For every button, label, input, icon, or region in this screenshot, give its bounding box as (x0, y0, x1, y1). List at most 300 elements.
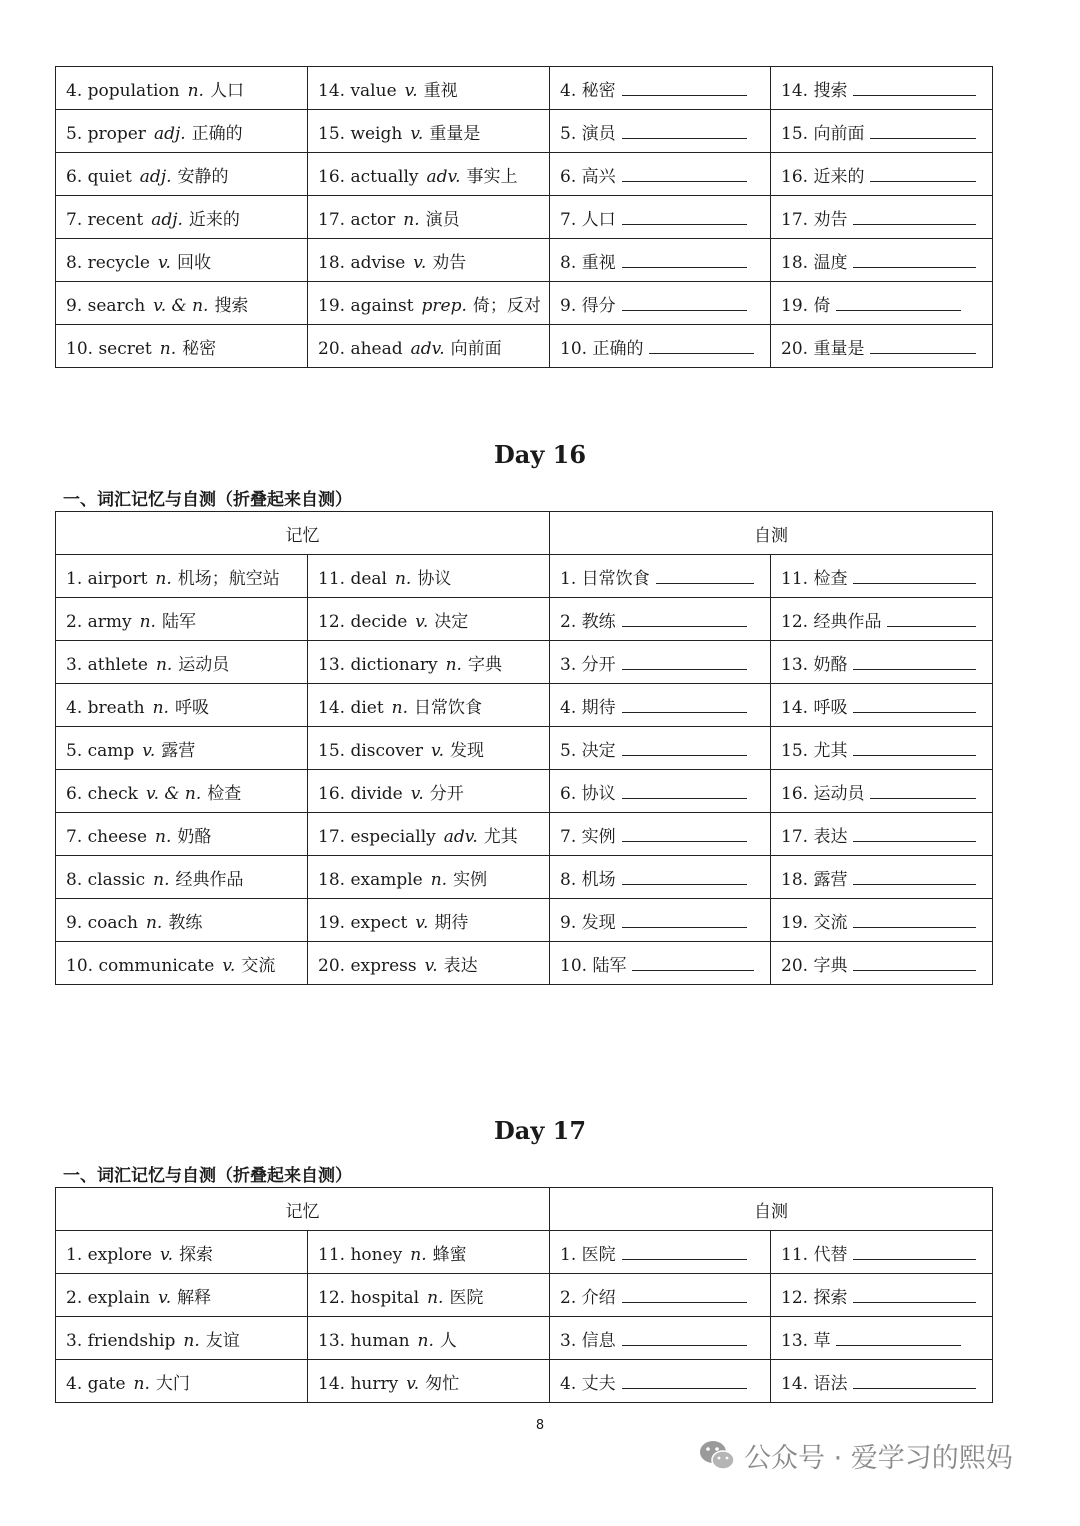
vocab-word: 4. gate (66, 1373, 126, 1394)
memory-cell (308, 598, 550, 641)
memory-cell (308, 899, 550, 942)
prompt-word: 6. 协议 (560, 783, 616, 804)
part-of-speech: v. & n. (145, 783, 202, 804)
part-of-speech: v. (406, 1373, 420, 1394)
day15-vocab-table (55, 66, 993, 368)
prompt-word: 6. 高兴 (560, 166, 616, 187)
self-test-cell (771, 67, 993, 110)
memory-cell (308, 770, 550, 813)
part-of-speech: v. (415, 912, 429, 933)
part-of-speech: n. (394, 568, 412, 589)
self-test-cell (550, 239, 771, 282)
day17-title: Day 17 (493, 1116, 587, 1145)
self-test-cell (550, 684, 771, 727)
vocab-word: 14. diet (318, 697, 384, 718)
self-test-cell (771, 598, 993, 641)
memory-header: 记忆 (56, 512, 550, 555)
vocab-meaning: 蜂蜜 (432, 1244, 467, 1265)
self-test-header: 自测 (550, 512, 993, 555)
table-row (56, 1231, 993, 1274)
vocab-word: 5. proper (66, 123, 146, 144)
part-of-speech: prep. (421, 295, 467, 316)
self-test-cell (771, 856, 993, 899)
part-of-speech: v. (404, 80, 418, 101)
vocab-word: 8. classic (66, 869, 146, 890)
memory-cell (56, 770, 308, 813)
prompt-word: 10. 正确的 (560, 338, 644, 359)
memory-cell (56, 899, 308, 942)
vocab-word: 19. expect (318, 912, 408, 933)
vocab-word: 10. communicate (66, 955, 215, 976)
answer-blank[interactable] (836, 1328, 961, 1346)
prompt-word: 13. 奶酪 (781, 654, 848, 675)
vocab-word: 2. explain (66, 1287, 151, 1308)
self-test-cell (771, 555, 993, 598)
memory-cell (56, 1274, 308, 1317)
self-test-header: 自测 (550, 1188, 993, 1231)
vocab-word: 18. example (318, 869, 423, 890)
watermark-text: 公众号 · 爱学习的熙妈 (744, 1443, 1013, 1474)
prompt-word: 12. 探索 (781, 1287, 848, 1308)
vocab-meaning: 尤其 (483, 826, 518, 847)
part-of-speech: adj. (151, 209, 183, 230)
answer-blank[interactable] (622, 695, 747, 713)
vocab-word: 17. actor (318, 209, 396, 230)
vocab-meaning: 分开 (429, 783, 464, 804)
wechat-icon (698, 1439, 736, 1473)
self-test-cell (550, 727, 771, 770)
table-row (56, 325, 993, 368)
prompt-word: 2. 介绍 (560, 1287, 616, 1308)
vocab-meaning: 秘密 (182, 338, 217, 359)
prompt-word: 20. 重量是 (781, 338, 865, 359)
vocab-word: 6. quiet (66, 166, 132, 187)
vocab-meaning: 陆军 (161, 611, 196, 632)
answer-blank[interactable] (622, 207, 747, 225)
self-test-cell (771, 153, 993, 196)
part-of-speech: n. (155, 826, 172, 847)
prompt-word: 14. 搜索 (781, 80, 848, 101)
vocab-word: 14. value (318, 80, 397, 101)
answer-blank[interactable] (622, 250, 747, 268)
prompt-word: 16. 运动员 (781, 783, 865, 804)
prompt-word: 15. 尤其 (781, 740, 848, 761)
vocab-word: 16. divide (318, 783, 403, 804)
prompt-word: 4. 丈夫 (560, 1373, 616, 1394)
table-row (56, 1274, 993, 1317)
memory-cell (56, 942, 308, 985)
part-of-speech: n. (133, 1373, 150, 1394)
prompt-word: 13. 草 (781, 1330, 831, 1351)
vocab-word: 12. decide (318, 611, 408, 632)
answer-blank[interactable] (870, 336, 976, 354)
vocab-word: 13. human (318, 1330, 410, 1351)
part-of-speech: n. (153, 869, 170, 890)
table-row (56, 1317, 993, 1360)
part-of-speech: v. (424, 955, 438, 976)
answer-blank[interactable] (853, 953, 976, 971)
prompt-word: 14. 语法 (781, 1373, 848, 1394)
answer-blank[interactable] (622, 1242, 747, 1260)
table-row (56, 942, 993, 985)
memory-cell (308, 942, 550, 985)
answer-blank[interactable] (853, 695, 976, 713)
answer-blank[interactable] (853, 910, 976, 928)
prompt-word: 1. 日常饮食 (560, 568, 650, 589)
vocab-word: 20. ahead (318, 338, 403, 359)
answer-blank[interactable] (887, 609, 976, 627)
answer-blank[interactable] (853, 738, 976, 756)
vocab-word: 20. express (318, 955, 417, 976)
part-of-speech: n. (139, 611, 156, 632)
vocab-meaning: 演员 (425, 209, 460, 230)
part-of-speech: adv. (410, 338, 445, 359)
vocab-word: 4. breath (66, 697, 145, 718)
vocab-meaning: 教练 (168, 912, 203, 933)
table-row (56, 727, 993, 770)
self-test-cell (771, 1231, 993, 1274)
part-of-speech: v. (222, 955, 236, 976)
vocab-word: 18. advise (318, 252, 406, 273)
self-test-cell (550, 598, 771, 641)
memory-cell (308, 110, 550, 153)
answer-blank[interactable] (622, 867, 747, 885)
self-test-cell (550, 67, 771, 110)
part-of-speech: adv. (443, 826, 478, 847)
memory-cell (56, 598, 308, 641)
vocab-meaning: 露营 (161, 740, 196, 761)
memory-cell (56, 67, 308, 110)
memory-cell (56, 110, 308, 153)
vocab-meaning: 字典 (467, 654, 502, 675)
table-row (56, 856, 993, 899)
answer-blank[interactable] (622, 293, 747, 311)
table-row (56, 110, 993, 153)
part-of-speech: n. (445, 654, 462, 675)
prompt-word: 19. 倚 (781, 295, 831, 316)
memory-cell (308, 727, 550, 770)
self-test-cell (771, 770, 993, 813)
vocab-meaning: 近来的 (188, 209, 240, 230)
memory-cell (308, 1231, 550, 1274)
self-test-cell (550, 1274, 771, 1317)
self-test-cell (550, 942, 771, 985)
part-of-speech: n. (417, 1330, 434, 1351)
vocab-meaning: 大门 (155, 1373, 190, 1394)
day17-vocab-table (55, 1187, 993, 1403)
prompt-word: 9. 得分 (560, 295, 616, 316)
vocab-meaning: 劝告 (432, 252, 467, 273)
vocab-meaning: 安静的 (177, 166, 229, 187)
answer-blank[interactable] (870, 121, 976, 139)
memory-cell (56, 641, 308, 684)
memory-cell (308, 856, 550, 899)
answer-blank[interactable] (622, 164, 747, 182)
vocab-word: 1. explore (66, 1244, 153, 1265)
answer-blank[interactable] (649, 336, 754, 354)
vocab-meaning: 重量是 (429, 123, 481, 144)
prompt-word: 20. 字典 (781, 955, 848, 976)
part-of-speech: n. (152, 697, 169, 718)
vocab-word: 15. discover (318, 740, 424, 761)
vocab-meaning: 经典作品 (175, 869, 244, 890)
page-number: 8 (535, 1418, 545, 1433)
memory-cell (308, 153, 550, 196)
memory-cell (308, 555, 550, 598)
vocab-meaning: 正确的 (191, 123, 243, 144)
self-test-cell (550, 856, 771, 899)
prompt-word: 7. 人口 (560, 209, 616, 230)
self-test-cell (771, 942, 993, 985)
self-test-cell (550, 555, 771, 598)
memory-cell (56, 325, 308, 368)
self-test-cell (550, 770, 771, 813)
vocab-meaning: 实例 (453, 869, 488, 890)
part-of-speech: n. (403, 209, 420, 230)
part-of-speech: adj. (153, 123, 186, 144)
answer-blank[interactable] (853, 78, 976, 96)
memory-cell (308, 641, 550, 684)
part-of-speech: n. (159, 338, 177, 359)
answer-blank[interactable] (622, 781, 747, 799)
vocab-word: 11. deal (318, 568, 387, 589)
answer-blank[interactable] (870, 781, 976, 799)
answer-blank[interactable] (622, 1285, 747, 1303)
day16-table-body (56, 555, 993, 985)
vocab-meaning: 运动员 (178, 654, 230, 675)
answer-blank[interactable] (622, 652, 747, 670)
answer-blank[interactable] (853, 1285, 976, 1303)
answer-blank[interactable] (853, 867, 976, 885)
answer-blank[interactable] (622, 78, 747, 96)
table-row (56, 1360, 993, 1403)
answer-blank[interactable] (853, 207, 976, 225)
day15-table-body (56, 67, 993, 368)
vocab-meaning: 日常饮食 (414, 697, 483, 718)
table-row (56, 239, 993, 282)
answer-blank[interactable] (622, 609, 747, 627)
memory-cell (56, 239, 308, 282)
memory-cell (308, 1317, 550, 1360)
day17-table-body (56, 1231, 993, 1403)
prompt-word: 3. 信息 (560, 1330, 616, 1351)
answer-blank[interactable] (836, 293, 961, 311)
vocab-meaning: 事实上 (466, 166, 518, 187)
table-row (56, 153, 993, 196)
day17-section-title: 一、词汇记忆与自测（折叠起来自测） (63, 1166, 352, 1186)
self-test-cell (771, 899, 993, 942)
vocab-word: 3. athlete (66, 654, 148, 675)
prompt-word: 5. 决定 (560, 740, 616, 761)
answer-blank[interactable] (870, 164, 976, 182)
vocab-word: 6. check (66, 783, 138, 804)
prompt-word: 3. 分开 (560, 654, 616, 675)
vocab-word: 2. army (66, 611, 132, 632)
day16-vocab-table (55, 511, 993, 985)
vocab-meaning: 向前面 (450, 338, 502, 359)
vocab-meaning: 奶酪 (177, 826, 212, 847)
vocab-meaning: 倚；反对 (472, 295, 541, 316)
prompt-word: 10. 陆军 (560, 955, 627, 976)
vocab-word: 7. cheese (66, 826, 147, 847)
answer-blank[interactable] (632, 953, 754, 971)
vocab-meaning: 期待 (434, 912, 469, 933)
table-row (56, 598, 993, 641)
self-test-cell (550, 153, 771, 196)
self-test-cell (771, 727, 993, 770)
self-test-cell (550, 196, 771, 239)
vocab-meaning: 回收 (176, 252, 211, 273)
memory-cell (56, 196, 308, 239)
answer-blank[interactable] (853, 652, 976, 670)
table-row (56, 67, 993, 110)
part-of-speech: v. (415, 611, 429, 632)
vocab-meaning: 医院 (449, 1287, 484, 1308)
vocab-word: 15. weigh (318, 123, 403, 144)
table-row (56, 282, 993, 325)
self-test-cell (550, 1231, 771, 1274)
self-test-cell (550, 110, 771, 153)
answer-blank[interactable] (622, 121, 747, 139)
prompt-word: 17. 劝告 (781, 209, 848, 230)
vocab-meaning: 人 (439, 1330, 457, 1351)
memory-cell (56, 813, 308, 856)
answer-blank[interactable] (853, 566, 976, 584)
self-test-cell (771, 196, 993, 239)
answer-blank[interactable] (622, 738, 747, 756)
answer-blank[interactable] (853, 250, 976, 268)
prompt-word: 8. 重视 (560, 252, 616, 273)
prompt-word: 14. 呼吸 (781, 697, 848, 718)
memory-cell (308, 1274, 550, 1317)
vocab-meaning: 友谊 (205, 1330, 240, 1351)
part-of-speech: n. (391, 697, 409, 718)
prompt-word: 18. 露营 (781, 869, 848, 890)
self-test-cell (550, 282, 771, 325)
part-of-speech: v. (410, 123, 424, 144)
prompt-word: 12. 经典作品 (781, 611, 882, 632)
vocab-meaning: 匆忙 (425, 1373, 460, 1394)
memory-cell (308, 196, 550, 239)
answer-blank[interactable] (622, 910, 747, 928)
table-row (56, 196, 993, 239)
answer-blank[interactable] (656, 566, 754, 584)
vocab-word: 1. airport (66, 568, 148, 589)
self-test-cell (771, 684, 993, 727)
prompt-word: 17. 表达 (781, 826, 848, 847)
part-of-speech: n. (427, 1287, 444, 1308)
table-row (56, 770, 993, 813)
part-of-speech: n. (145, 912, 163, 933)
vocab-word: 7. recent (66, 209, 144, 230)
table-row (56, 555, 993, 598)
vocab-meaning: 机场；航空站 (177, 568, 280, 589)
part-of-speech: v. (157, 252, 171, 273)
prompt-word: 9. 发现 (560, 912, 616, 933)
vocab-word: 9. search (66, 295, 146, 316)
vocab-word: 19. against (318, 295, 414, 316)
vocab-meaning: 搜索 (214, 295, 249, 316)
answer-blank[interactable] (853, 824, 976, 842)
memory-cell (308, 813, 550, 856)
vocab-word: 11. honey (318, 1244, 403, 1265)
vocab-meaning: 人口 (209, 80, 244, 101)
part-of-speech: v. (410, 783, 424, 804)
prompt-word: 11. 代替 (781, 1244, 848, 1265)
prompt-word: 4. 秘密 (560, 80, 616, 101)
self-test-cell (550, 1317, 771, 1360)
answer-blank[interactable] (853, 1242, 976, 1260)
prompt-word: 1. 医院 (560, 1244, 616, 1265)
self-test-cell (550, 899, 771, 942)
part-of-speech: n. (187, 80, 204, 101)
self-test-cell (771, 110, 993, 153)
memory-cell (56, 727, 308, 770)
vocab-meaning: 重视 (423, 80, 458, 101)
answer-blank[interactable] (853, 1371, 976, 1389)
memory-cell (56, 153, 308, 196)
self-test-cell (771, 1360, 993, 1403)
part-of-speech: v. (142, 740, 156, 761)
vocab-word: 13. dictionary (318, 654, 438, 675)
prompt-word: 19. 交流 (781, 912, 848, 933)
memory-cell (308, 67, 550, 110)
self-test-cell (771, 282, 993, 325)
self-test-cell (771, 641, 993, 684)
answer-blank[interactable] (622, 824, 747, 842)
prompt-word: 18. 温度 (781, 252, 848, 273)
prompt-word: 4. 期待 (560, 697, 616, 718)
answer-blank[interactable] (622, 1371, 747, 1389)
part-of-speech: v. (431, 740, 445, 761)
vocab-word: 12. hospital (318, 1287, 420, 1308)
vocab-meaning: 决定 (434, 611, 469, 632)
answer-blank[interactable] (622, 1328, 747, 1346)
prompt-word: 11. 检查 (781, 568, 848, 589)
prompt-word: 15. 向前面 (781, 123, 865, 144)
memory-cell (56, 555, 308, 598)
self-test-cell (550, 325, 771, 368)
part-of-speech: n. (430, 869, 448, 890)
self-test-cell (771, 1274, 993, 1317)
memory-cell (56, 1317, 308, 1360)
memory-cell (308, 325, 550, 368)
self-test-cell (771, 325, 993, 368)
vocab-meaning: 呼吸 (174, 697, 209, 718)
part-of-speech: v. (413, 252, 427, 273)
part-of-speech: n. (155, 654, 173, 675)
table-row (56, 684, 993, 727)
prompt-word: 8. 机场 (560, 869, 616, 890)
part-of-speech: n. (183, 1330, 200, 1351)
memory-cell (308, 282, 550, 325)
prompt-word: 2. 教练 (560, 611, 616, 632)
vocab-word: 3. friendship (66, 1330, 176, 1351)
day16-section-title: 一、词汇记忆与自测（折叠起来自测） (63, 490, 352, 510)
vocab-meaning: 发现 (450, 740, 485, 761)
memory-cell (308, 239, 550, 282)
day16-title: Day 16 (493, 440, 587, 469)
vocab-word: 14. hurry (318, 1373, 399, 1394)
part-of-speech: adj. (139, 166, 172, 187)
vocab-word: 5. camp (66, 740, 135, 761)
prompt-word: 5. 演员 (560, 123, 616, 144)
part-of-speech: n. (155, 568, 172, 589)
memory-cell (308, 684, 550, 727)
table-row (56, 813, 993, 856)
memory-cell (56, 856, 308, 899)
self-test-cell (550, 1360, 771, 1403)
